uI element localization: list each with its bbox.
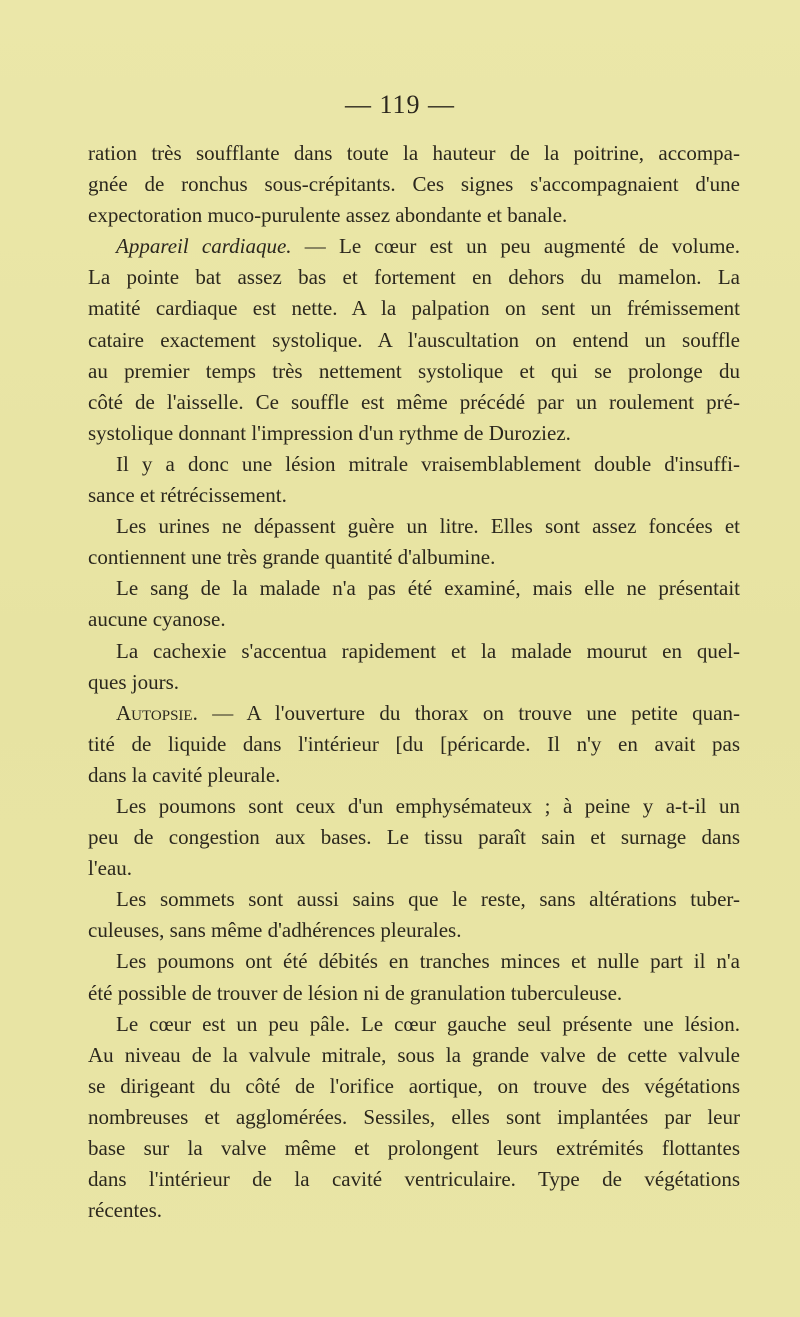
page-number: — 119 — <box>344 90 456 119</box>
text-line: cataire exactement systolique. A l'auscultation on entend un souffle <box>88 327 740 352</box>
text-line: gnée de ronchus sous-crépitants. Ces signes s'accompagnaient d'une <box>88 172 740 197</box>
text-line: La pointe bat assez bas et fortement en dehors du mamelon. La <box>88 265 740 290</box>
section-heading-autopsy: Autopsie. <box>116 700 198 725</box>
text-line: La cachexie s'accentua rapidement et la malade mourut en quel- <box>116 638 740 663</box>
text-line: contiennent une très grande quantité d'albumine. <box>88 545 496 570</box>
text-line: base sur la valve même et prolongent leurs extrémités flottantes <box>88 1136 740 1160</box>
text-line: dans la cavité pleurale. <box>88 762 281 787</box>
text-line: au premier temps très nettement systolique et qui se prolonge du <box>88 358 740 383</box>
text-line: peu de congestion aux bases. Le tissu paraît sain et surnage dans <box>88 825 740 850</box>
text-line: Le sang de la malade n'a pas été examiné, mais elle ne présentait <box>116 576 740 601</box>
text-line: se dirigeant du côté de l'orifice aortique, on trouve des végétations <box>88 1073 740 1098</box>
text-line: Il y a donc une lésion mitrale vraisemblablement double d'insuffi- <box>116 451 740 476</box>
text-line: Les poumons sont ceux d'un emphysémateux ; à peine y a-t-il un <box>116 793 740 818</box>
section-heading-cardiac: Appareil cardiaque. <box>116 234 292 259</box>
text-line: nombreuses et agglomérées. Sessiles, elles sont implantées par leur <box>88 1104 740 1129</box>
text-line: Les sommets sont aussi sains que le reste, sans altérations tuber- <box>116 887 740 912</box>
text-line: côté de l'aisselle. Ce souffle est même précédé par un roulement pré- <box>88 389 740 414</box>
body-text <box>88 138 740 1226</box>
text-line: récentes. <box>88 1198 163 1223</box>
text-line: expectoration muco-purulente assez abondante et banale. <box>88 203 568 228</box>
text-line: ques jours. <box>88 669 179 694</box>
text-line: été possible de trouver de lésion ni de granulation tuberculeuse. <box>88 980 623 1005</box>
text-line: dans l'intérieur de la cavité ventriculaire. Type de végétations <box>88 1167 740 1192</box>
text-line: Les urines ne dépassent guère un litre. Elles sont assez foncées et <box>116 514 740 539</box>
text-line: Les poumons ont été débités en tranches minces et nulle part il n'a <box>116 949 740 974</box>
text-line: Le cœur est un peu pâle. Le cœur gauche seul présente une lésion. <box>116 1011 740 1036</box>
text-line: l'eau. <box>88 856 133 881</box>
text-line: ration très soufflante dans toute la hauteur de la poitrine, accompa- <box>88 141 740 165</box>
text-line: matité cardiaque est nette. A la palpation on sent un frémissement <box>88 296 740 321</box>
text-line: systolique donnant l'impression d'un rythme de Duroziez. <box>88 420 571 445</box>
text-line: aucune cyanose. <box>88 607 226 632</box>
text-line: Autopsie. — A l'ouverture du thorax on trouve une petite quan- <box>116 700 740 725</box>
text-line: tité de liquide dans l'intérieur [du [péricarde. Il n'y en avait pas <box>88 731 740 756</box>
text-line: Au niveau de la valvule mitrale, sous la grande valve de cette valvule <box>88 1042 740 1067</box>
text-line: Appareil cardiaque. — Le cœur est un peu augmenté de volume. <box>116 234 740 259</box>
text-line: culeuses, sans même d'adhérences pleurales. <box>88 918 462 943</box>
text-line: sance et rétrécissement. <box>88 483 287 508</box>
